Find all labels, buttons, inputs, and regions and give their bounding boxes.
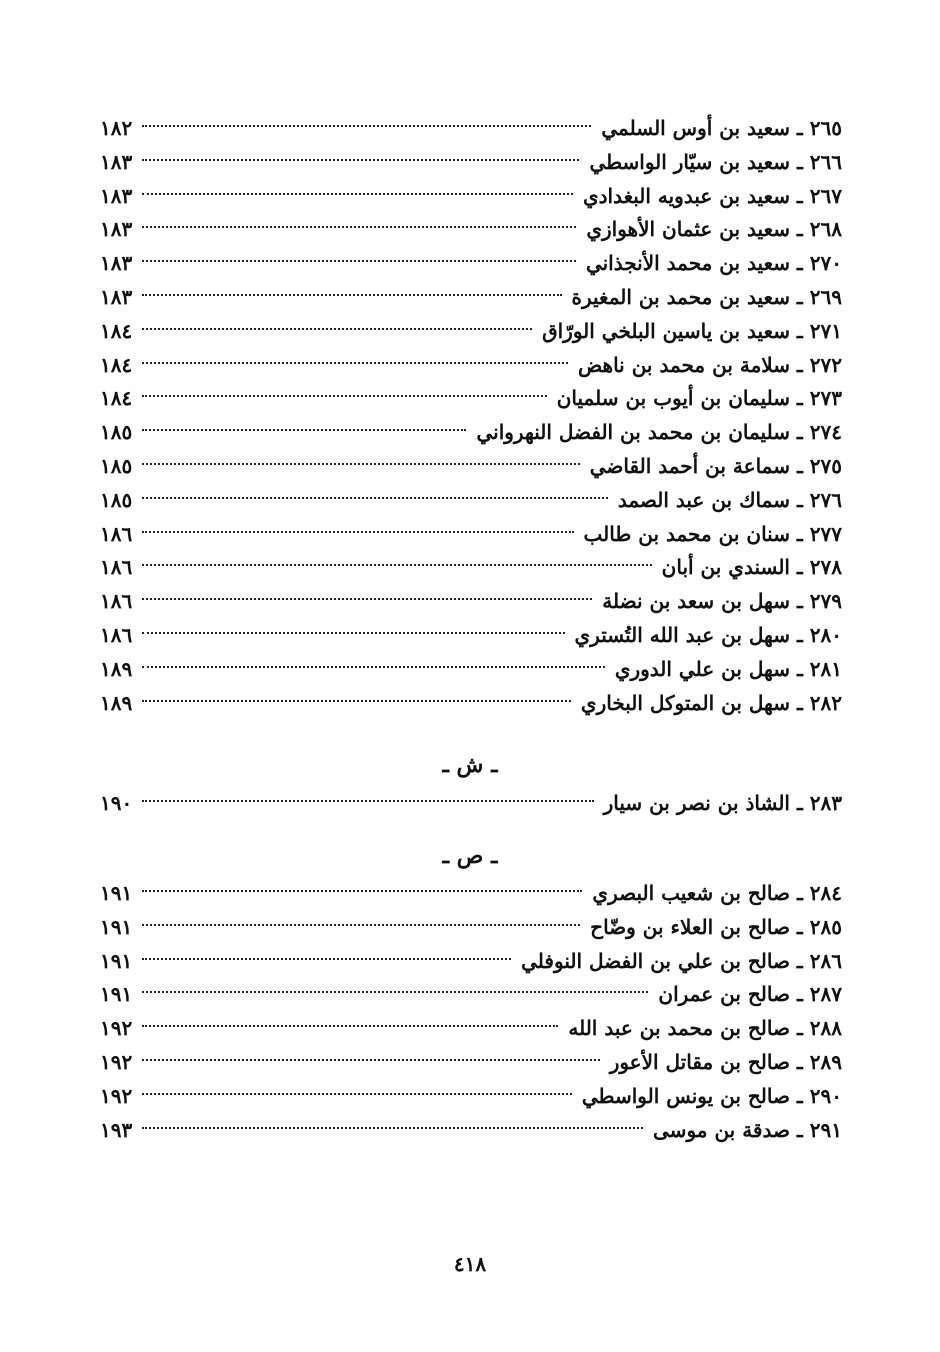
entry-page-number: ١٩١ <box>100 982 133 1007</box>
entry-page-number: ١٨٦ <box>100 555 133 580</box>
entry-page-number: ١٨٣ <box>100 251 133 276</box>
entry-page-number: ١٨٩ <box>100 690 133 715</box>
entry-page-number: ١٨٦ <box>100 589 133 614</box>
dot-leader <box>142 924 580 926</box>
section-heading-sad: ـ ص ـ <box>442 843 498 869</box>
dot-leader <box>142 294 562 296</box>
dot-leader <box>142 958 511 960</box>
index-entry <box>100 146 842 180</box>
index-entry <box>100 247 842 281</box>
entry-page-number: ١٨٣ <box>100 284 133 309</box>
entry-name: ٢٩١ ـ صدقة بن موسى <box>653 1117 842 1142</box>
entry-name: ٢٧٠ ـ سعيد بن محمد الأنجذاني <box>585 251 842 276</box>
entry-name: ٢٨٣ ـ الشاذ بن نصر بن سيار <box>603 791 842 815</box>
dot-leader <box>142 800 594 802</box>
index-entry <box>100 180 842 214</box>
index-entry <box>100 416 842 450</box>
entry-page-number: ١٩٢ <box>100 1016 133 1041</box>
entry-name: ٢٨٥ ـ صالح بن العلاء بن وضّاح <box>590 914 842 939</box>
index-entry <box>100 450 842 484</box>
entry-page-number: ١٨٥ <box>100 420 133 445</box>
entry-name: ٢٦٩ ـ سعيد بن محمد بن المغيرة <box>571 284 842 309</box>
index-entry <box>100 619 842 653</box>
dot-leader <box>142 125 591 127</box>
dot-leader <box>142 395 547 397</box>
index-entry <box>100 653 842 687</box>
dot-leader <box>142 226 576 228</box>
entry-name: ٢٧٣ ـ سليمان بن أيوب بن سلميان <box>556 386 842 411</box>
entry-name: ٢٦٦ ـ سعيد بن سيّار الواسطي <box>589 149 842 174</box>
dot-leader <box>142 463 580 465</box>
entry-name: ٢٧٦ ـ سماك بن عبد الصمد <box>617 487 842 512</box>
entry-name: ٢٦٧ ـ سعيد بن عبدويه البغدادي <box>582 183 842 208</box>
entry-name: ٢٦٨ ـ سعيد بن عثمان الأهوازي <box>586 217 842 242</box>
index-entry <box>100 687 842 721</box>
dot-leader <box>142 598 592 600</box>
entry-name: ٢٩٠ ـ صالح بن يونس الواسطي <box>581 1083 842 1108</box>
entry-page-number: ١٨٣ <box>100 217 133 242</box>
index-entry <box>100 1080 842 1114</box>
entry-name: ٢٧٥ ـ سماعة بن أحمد القاضي <box>589 453 842 478</box>
entry-page-number: ١٨٣ <box>100 183 133 208</box>
entry-page-number: ١٩٠ <box>100 791 133 815</box>
dot-leader <box>142 1093 572 1095</box>
entry-name: ٢٧٩ ـ سهل بن سعد بن نضلة <box>602 589 842 614</box>
dot-leader <box>142 497 608 499</box>
index-entry <box>100 1012 842 1046</box>
index-entry <box>100 213 842 247</box>
dot-leader <box>142 260 576 262</box>
entry-page-number: ١٨٥ <box>100 453 133 478</box>
index-entry <box>100 585 842 619</box>
entry-page-number: ١٨٩ <box>100 656 133 681</box>
entry-name: ٢٧٨ ـ السندي بن أبان <box>661 555 842 580</box>
index-entry <box>100 315 842 349</box>
entry-name: ٢٧٤ ـ سليمان بن محمد بن الفضل النهرواني <box>476 420 842 445</box>
page-number: ٤١٨ <box>453 1252 487 1276</box>
entry-name: ٢٦٥ ـ سعيد بن أوس السلمي <box>601 116 842 140</box>
entry-page-number: ١٩١ <box>100 948 133 973</box>
dot-leader <box>142 193 573 195</box>
dot-leader <box>142 159 579 161</box>
entry-page-number: ١٨٥ <box>100 487 133 512</box>
entry-name: ٢٨٢ ـ سهل بن المتوكل البخاري <box>580 690 842 715</box>
section-heading-shin: ـ ش ـ <box>442 752 498 778</box>
dot-leader <box>142 1025 558 1027</box>
dot-leader <box>142 531 574 533</box>
entry-name: ٢٨٦ ـ صالح بن علي بن الفضل النوفلي <box>521 948 842 973</box>
entry-name: ٢٨٨ ـ صالح بن محمد بن عبد الله <box>568 1016 842 1041</box>
entry-page-number: ١٨٤ <box>100 352 133 377</box>
entry-page-number: ١٨٤ <box>100 318 133 343</box>
entry-name: ٢٨٧ ـ صالح بن عمران <box>658 982 842 1007</box>
entry-page-number: ١٩٢ <box>100 1083 133 1108</box>
entry-page-number: ١٩١ <box>100 914 133 939</box>
entry-name: ٢٧٢ ـ سلامة بن محمد بن ناهض <box>578 352 842 377</box>
index-entry <box>100 551 842 585</box>
index-entry <box>100 787 842 821</box>
entry-name: ٢٨٤ ـ صالح بن شعيب البصري <box>592 881 842 905</box>
index-entry <box>100 349 842 383</box>
index-entry <box>100 877 842 911</box>
dot-leader <box>142 700 571 702</box>
index-entry <box>100 518 842 552</box>
index-entry <box>100 978 842 1012</box>
entry-page-number: ١٩١ <box>100 881 133 905</box>
index-entry <box>100 911 842 945</box>
dot-leader <box>142 1127 643 1129</box>
index-entry <box>100 112 842 146</box>
dot-leader <box>142 564 652 566</box>
entry-name: ٢٨٩ ـ صالح بن مقاتل الأعور <box>609 1049 842 1074</box>
dot-leader <box>142 632 565 634</box>
dot-leader <box>142 429 466 431</box>
dot-leader <box>142 1059 600 1061</box>
dot-leader <box>142 890 582 892</box>
index-entry <box>100 945 842 979</box>
entry-page-number: ١٨٦ <box>100 521 133 546</box>
dot-leader <box>142 328 532 330</box>
index-entry <box>100 382 842 416</box>
index-group-sin <box>100 112 842 720</box>
index-entry <box>100 1114 842 1148</box>
index-group-sad <box>100 877 842 1147</box>
entry-name: ٢٨٠ ـ سهل بن عبد الله التُستري <box>574 622 842 647</box>
entry-name: ٢٧٧ ـ سنان بن محمد بن طالب <box>583 521 842 546</box>
index-group-shin <box>100 787 842 821</box>
index-entry <box>100 1046 842 1080</box>
dot-leader <box>142 362 568 364</box>
index-entry <box>100 484 842 518</box>
dot-leader <box>142 991 648 993</box>
dot-leader <box>142 666 605 668</box>
entry-page-number: ١٩٣ <box>100 1117 133 1142</box>
entry-page-number: ١٨٤ <box>100 386 133 411</box>
index-entry <box>100 281 842 315</box>
entry-page-number: ١٩٢ <box>100 1049 133 1074</box>
entry-page-number: ١٨٦ <box>100 622 133 647</box>
entry-page-number: ١٨٣ <box>100 149 133 174</box>
entry-name: ٢٧١ ـ سعيد بن ياسين البلخي الورّاق <box>542 318 842 343</box>
entry-page-number: ١٨٢ <box>100 116 133 140</box>
entry-name: ٢٨١ ـ سهل بن علي الدوري <box>614 656 842 681</box>
